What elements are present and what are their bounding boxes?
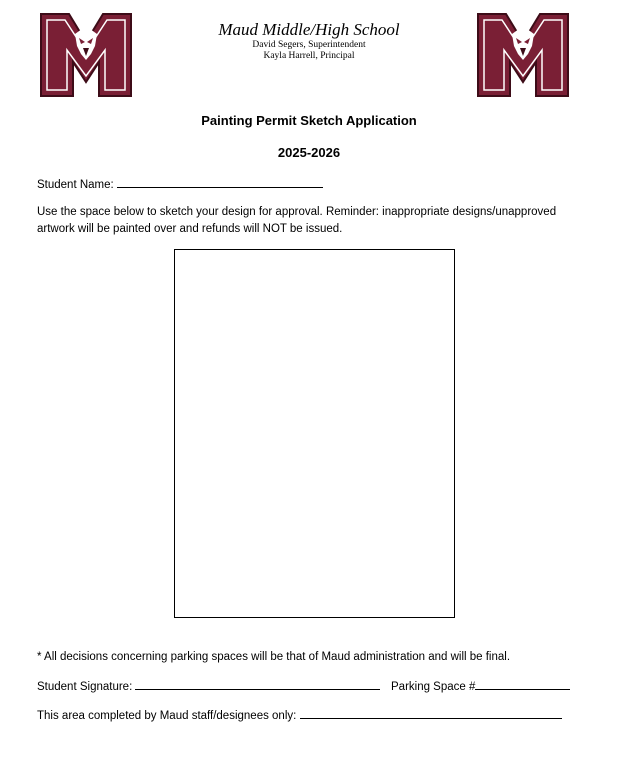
parking-space-field[interactable] — [475, 678, 570, 690]
student-name-row — [37, 176, 323, 193]
sketch-area[interactable] — [174, 249, 455, 618]
maud-m-logo-icon — [476, 12, 570, 98]
parking-space-label: Parking Space # — [391, 681, 476, 693]
student-name-field[interactable] — [117, 176, 323, 188]
maud-m-logo-icon — [39, 12, 133, 98]
form-title: Painting Permit Sketch Application — [201, 113, 417, 128]
staff-only-row — [37, 707, 562, 724]
sketch-instructions: Use the space below to sketch your design for approval. Reminder: inappropriate designs/unapproved artwork will be painted over and refunds will NOT be issued. — [37, 206, 557, 235]
school-logo-left — [39, 12, 133, 98]
form-year: 2025-2026 — [277, 145, 341, 160]
school-logo-right — [476, 12, 570, 98]
decisions-note: * All decisions concerning parking spaces will be that of Maud administration and will be final. — [37, 651, 511, 663]
signature-row — [37, 678, 380, 695]
parking-space-row — [391, 678, 570, 695]
superintendent-line: David Segers, Superintendent — [252, 40, 366, 50]
staff-only-label: This area completed by Maud staff/designees only: — [37, 710, 297, 722]
staff-only-field[interactable] — [300, 707, 562, 719]
student-name-label: Student Name: — [37, 179, 114, 191]
student-signature-field[interactable] — [135, 678, 380, 690]
student-signature-label: Student Signature: — [37, 681, 133, 693]
school-name: Maud Middle/High School — [218, 20, 400, 39]
principal-line: Kayla Harrell, Principal — [263, 51, 355, 61]
letterhead — [150, 20, 468, 62]
